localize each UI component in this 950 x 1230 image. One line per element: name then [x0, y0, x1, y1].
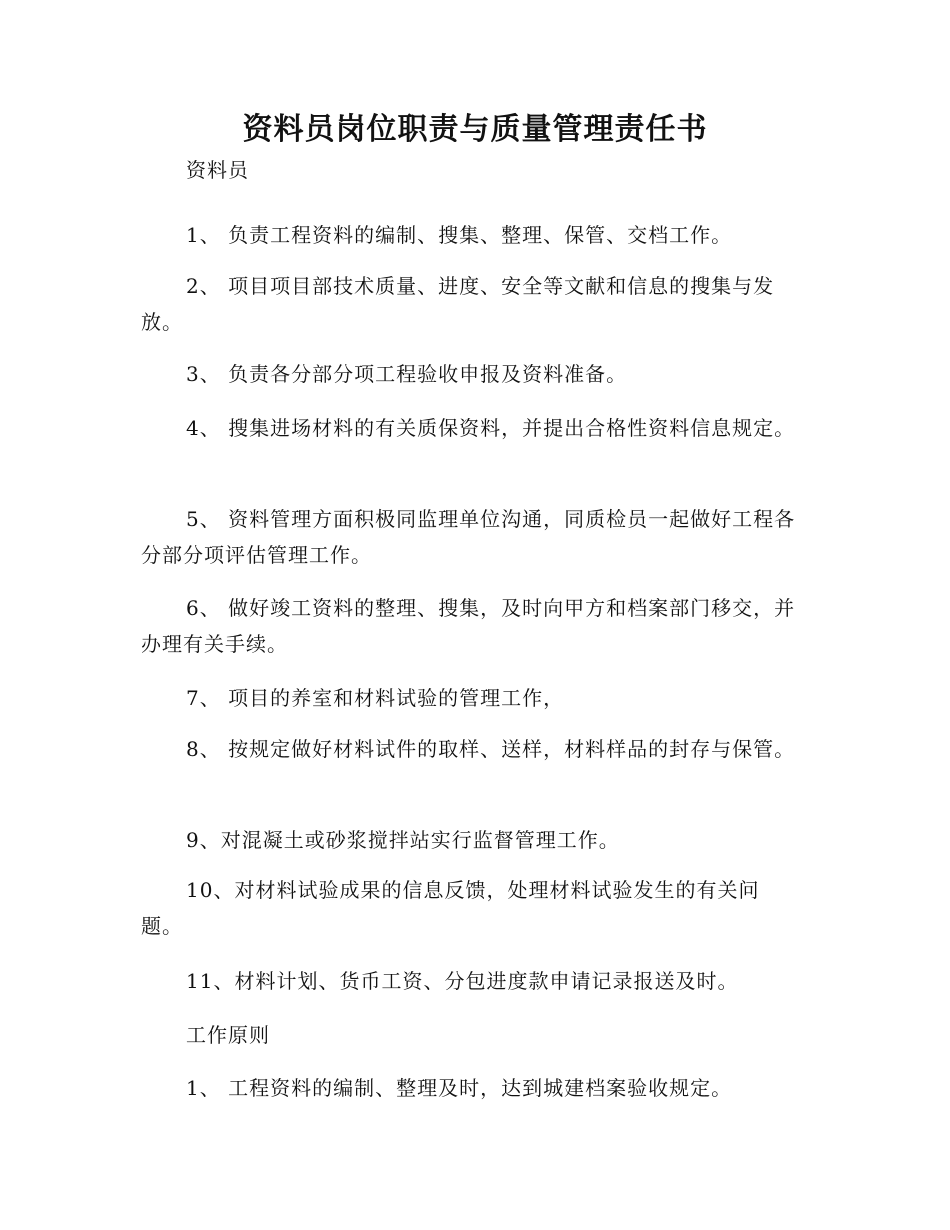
- duty-item-1: 1、 负责工程资料的编制、搜集、整理、保管、交档工作。: [186, 223, 733, 247]
- document-title: 资料员岗位职责与质量管理责任书: [242, 112, 708, 147]
- duty-item-10: 10、对材料试验成果的信息反馈，处理材料试验发生的有关问题。: [141, 878, 760, 938]
- duty-item-8: 8、 按规定做好材料试件的取样、送样，材料样品的封存与保管。: [186, 737, 796, 761]
- duty-item-7: 7、 项目的养室和材料试验的管理工作，: [186, 686, 565, 710]
- duty-item-2: 2、 项目项目部技术质量、进度、安全等文献和信息的搜集与发放。: [141, 274, 775, 334]
- duty-item-6: 6、 做好竣工资料的整理、搜集，及时向甲方和档案部门移交，并办理有关手续。: [141, 596, 796, 656]
- duty-item-5: 5、 资料管理方面积极同监理单位沟通，同质检员一起做好工程各分部分项评估管理工作。: [141, 507, 796, 567]
- duty-item-3: 3、 负责各分部分项工程验收申报及资料准备。: [186, 362, 628, 386]
- section-heading-principles: 工作原则: [186, 1023, 270, 1047]
- section-heading-staff: 资料员: [186, 158, 249, 182]
- duty-item-11: 11、材料计划、货币工资、分包进度款申请记录报送及时。: [186, 969, 739, 993]
- duty-item-9: 9、对混凝土或砂浆搅拌站实行监督管理工作。: [186, 828, 620, 852]
- principle-item-1: 1、 工程资料的编制、整理及时，达到城建档案验收规定。: [186, 1076, 733, 1100]
- duty-item-4: 4、 搜集进场材料的有关质保资料，并提出合格性资料信息规定。: [186, 416, 796, 440]
